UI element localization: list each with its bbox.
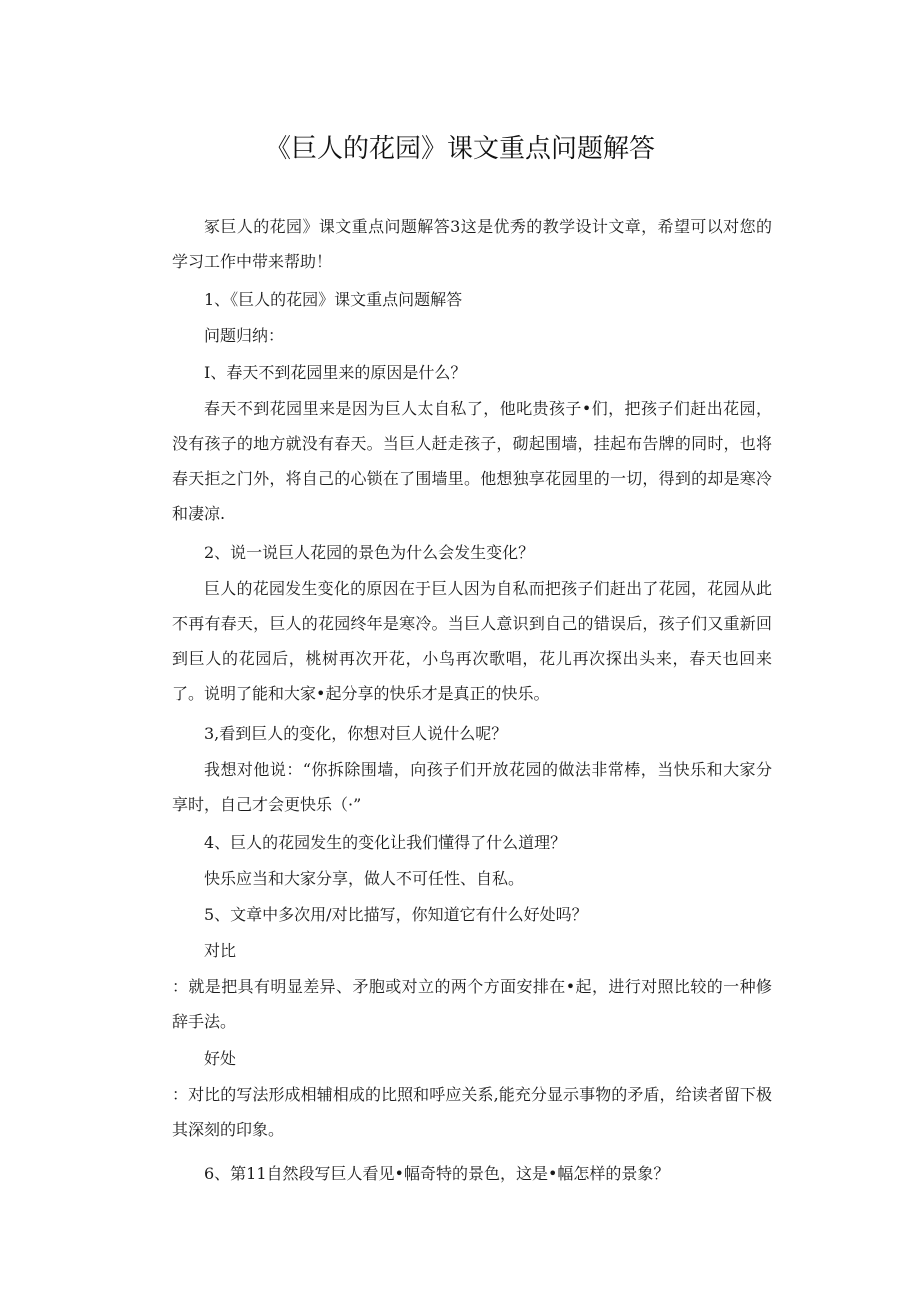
answer-3: 我想对他说：“你拆除围墙，向孩子们开放花园的做法非常棒，当快乐和大家分享时，自己才会更快乐（·” xyxy=(172,760,772,814)
contrast-term: 对比 xyxy=(204,941,237,960)
question-2: 2、说一说巨人花园的景色为什么会发生变化？ xyxy=(204,543,535,562)
contrast-definition: ：就是把具有明显差异、矛胞或对立的两个方面安排在•起，进行对照比较的一种修辞手法。 xyxy=(172,977,772,1031)
question-1: I、春天不到花园里来的原因是什么？ xyxy=(204,363,467,382)
question-6: 6、第11自然段写巨人看见•幅奇特的景色，这是•幅怎样的景象？ xyxy=(204,1164,670,1183)
question-summary-label: 问题归纳： xyxy=(204,326,285,345)
answer-1: 春天不到花园里来是因为巨人太自私了，他叱贵孩子•们，把孩子们赶出花园，没有孩子的地方就没有春天。当巨人赶走孩子，砌起围墙，挂起布告牌的同时，也将春天拒之门外，将自己的心锁在了围墙里。他想独享花园里的一切，得到的却是寒冷和凄凉. xyxy=(172,399,772,523)
answer-4: 快乐应当和大家分享，做人不可任性、自私。 xyxy=(204,869,525,888)
document-title: 《巨人的花园》课文重点问题解答 xyxy=(264,134,655,164)
answer-2: 巨人的花园发生变化的原因在于巨人因为自私而把孩子们赶出了花园，花园从此不再有春天，巨人的花园终年是寒冷。当巨人意识到自己的错误后，孩子们又重新回到巨人的花园后，桃树再次开花，小鸟再次歌唱，花儿再次探出头来，春天也回来了。说明了能和大家•起分享的快乐才是真正的快乐。 xyxy=(172,579,772,703)
benefit-term: 好处 xyxy=(204,1049,237,1068)
question-5: 5、文章中多次用/对比描写，你知道它有什么好处吗？ xyxy=(204,905,588,924)
section-heading: 1、《巨人的花园》课文重点问题解答 xyxy=(204,290,463,309)
benefit-definition: ：对比的写法形成相辅相成的比照和呼应关系,能充分显示事物的矛盾，给读者留下极其深刻的印象。 xyxy=(172,1085,772,1139)
question-4: 4、巨人的花园发生的变化让我们懂得了什么道理？ xyxy=(204,833,567,852)
question-3: 3,看到巨人的变化，你想对巨人说什么呢？ xyxy=(204,724,508,743)
intro-paragraph: 冢巨人的花园》课文重点问题解答3这是优秀的教学设计文章，希望可以对您的学习工作中带来帮助！ xyxy=(172,217,772,271)
